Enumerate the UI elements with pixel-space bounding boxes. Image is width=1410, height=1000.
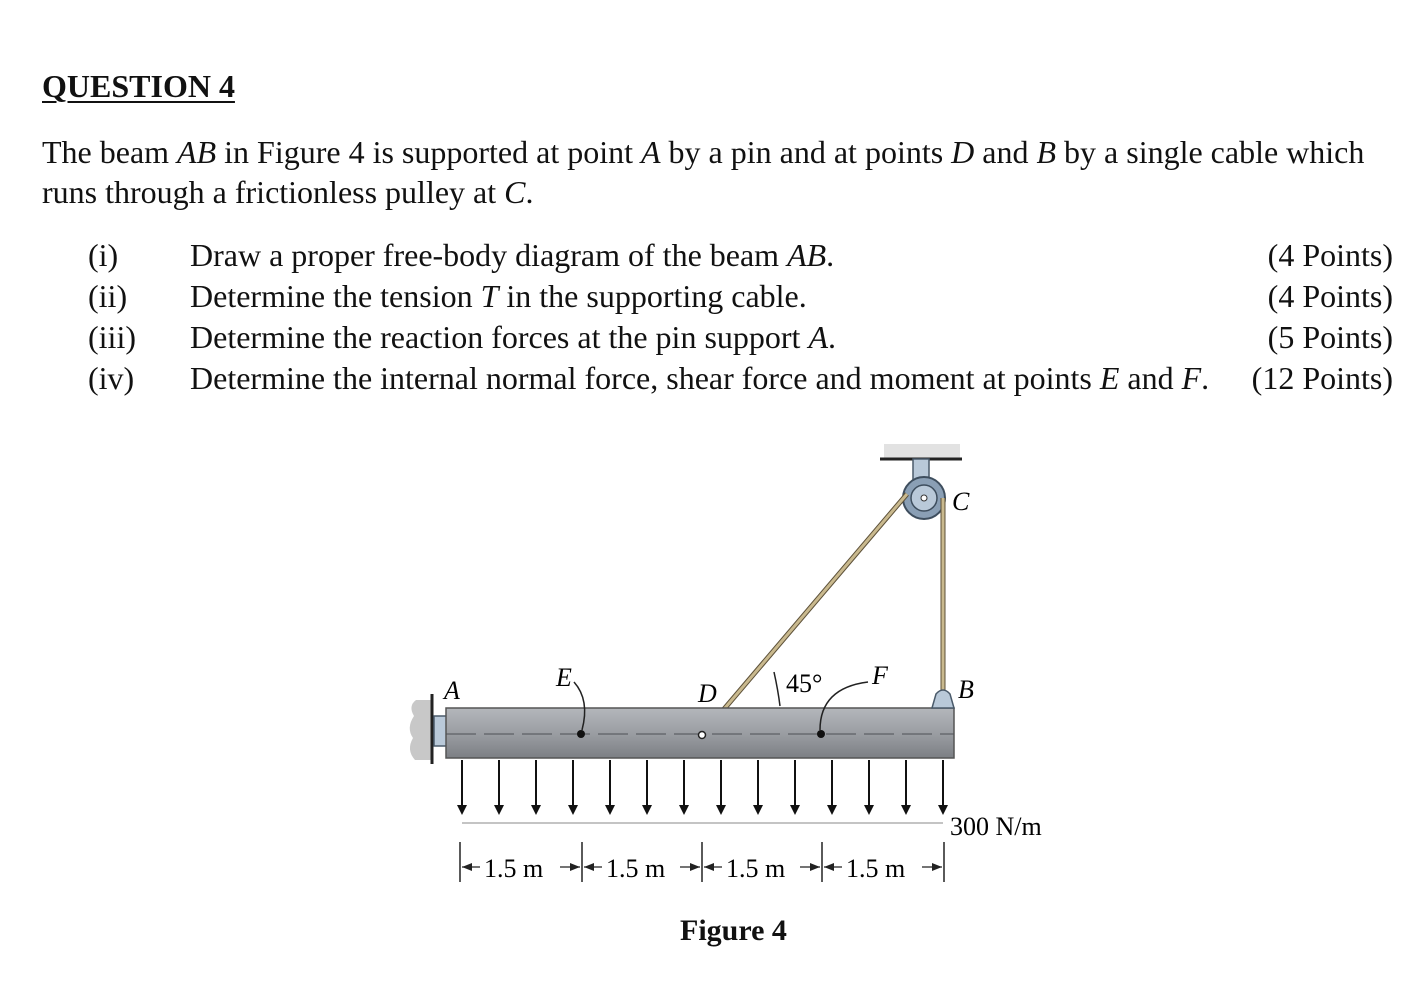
load-arrow-head xyxy=(494,805,504,815)
task-text-part: and xyxy=(1119,360,1182,396)
task-number: (iv) xyxy=(88,360,135,396)
task-text-part: . xyxy=(826,237,835,273)
task-text-part: . xyxy=(1201,360,1210,396)
cable-bracket-b xyxy=(932,690,954,708)
load-arrow-head xyxy=(605,805,615,815)
ceiling-patch xyxy=(884,444,960,458)
dim-segment-1 xyxy=(462,854,580,883)
load-arrow-head xyxy=(790,805,800,815)
intro-text-3: by a pin and at points xyxy=(660,134,952,170)
task-variable: F xyxy=(1181,360,1202,396)
load-arrow-head xyxy=(642,805,652,815)
point-d xyxy=(699,732,706,739)
label-c: C xyxy=(952,487,970,516)
point-e xyxy=(577,730,585,738)
load-arrow-head xyxy=(938,805,948,815)
intro-beam-label: AB xyxy=(177,134,217,170)
label-angle: 45° xyxy=(786,669,823,698)
label-d: D xyxy=(698,679,717,708)
intro-text-6: . xyxy=(525,174,534,210)
angle-arc xyxy=(774,672,780,706)
task-text-part: Determine the tension xyxy=(190,278,481,314)
wall-texture xyxy=(410,700,432,760)
intro-point-c: C xyxy=(504,174,526,210)
task-points: (4 Points) xyxy=(1267,278,1393,314)
load-arrow-head xyxy=(531,805,541,815)
label-f: F xyxy=(872,661,888,690)
task-points: (5 Points) xyxy=(1267,319,1393,355)
task-variable: A xyxy=(808,319,828,355)
intro-point-b: B xyxy=(1036,134,1057,170)
intro-point-d: D xyxy=(951,134,975,170)
task-points: (4 Points) xyxy=(1267,237,1393,273)
load-arrow-head xyxy=(864,805,874,815)
label-load: 300 N/m xyxy=(950,812,1042,841)
task-number: (ii) xyxy=(88,278,128,314)
dim-label: 1.5 m xyxy=(606,854,666,883)
task-variable: AB xyxy=(787,237,827,273)
intro-point-a: A xyxy=(641,134,661,170)
dim-label: 1.5 m xyxy=(484,854,544,883)
task-text-part: Determine the reaction forces at the pin support xyxy=(190,319,809,355)
task-text-part: Draw a proper free-body diagram of the beam xyxy=(190,237,788,273)
label-e: E xyxy=(556,663,572,692)
cable-dc xyxy=(702,494,907,735)
load-arrow-head xyxy=(827,805,837,815)
dim-segment-2 xyxy=(584,854,700,883)
pulley-pin xyxy=(921,495,927,501)
task-variable: T xyxy=(480,278,499,314)
task-points: (12 Points) xyxy=(1251,360,1393,396)
task-text-part: . xyxy=(827,319,836,355)
intro-text-5: by a single cable which runs through a frictionless pulley at xyxy=(42,134,1365,210)
load-arrow-head xyxy=(679,805,689,815)
load-arrow-head xyxy=(753,805,763,815)
distributed-load xyxy=(457,760,948,823)
task-number: (i) xyxy=(88,237,119,273)
question-heading: QUESTION 4 xyxy=(42,68,235,104)
label-b: B xyxy=(958,675,974,704)
task-text-part: Determine the internal normal force, shear force and moment at points xyxy=(190,360,1100,396)
load-arrow-head xyxy=(457,805,467,815)
figure-caption: Figure 4 xyxy=(680,914,787,947)
intro-text-4: and xyxy=(974,134,1037,170)
task-variable: E xyxy=(1099,360,1120,396)
task-number: (iii) xyxy=(88,319,136,355)
dim-segment-3 xyxy=(704,854,820,883)
task-text-part: in the supporting cable. xyxy=(498,278,807,314)
load-arrow-head xyxy=(568,805,578,815)
load-arrow-head xyxy=(716,805,726,815)
intro-text-2: in Figure 4 is supported at point xyxy=(216,134,641,170)
point-f xyxy=(817,730,825,738)
dim-label: 1.5 m xyxy=(726,854,786,883)
dim-label: 1.5 m xyxy=(846,854,906,883)
load-arrow-head xyxy=(901,805,911,815)
intro-text-1: The beam xyxy=(42,134,178,170)
label-a: A xyxy=(444,676,460,705)
dim-segment-4 xyxy=(824,854,942,883)
